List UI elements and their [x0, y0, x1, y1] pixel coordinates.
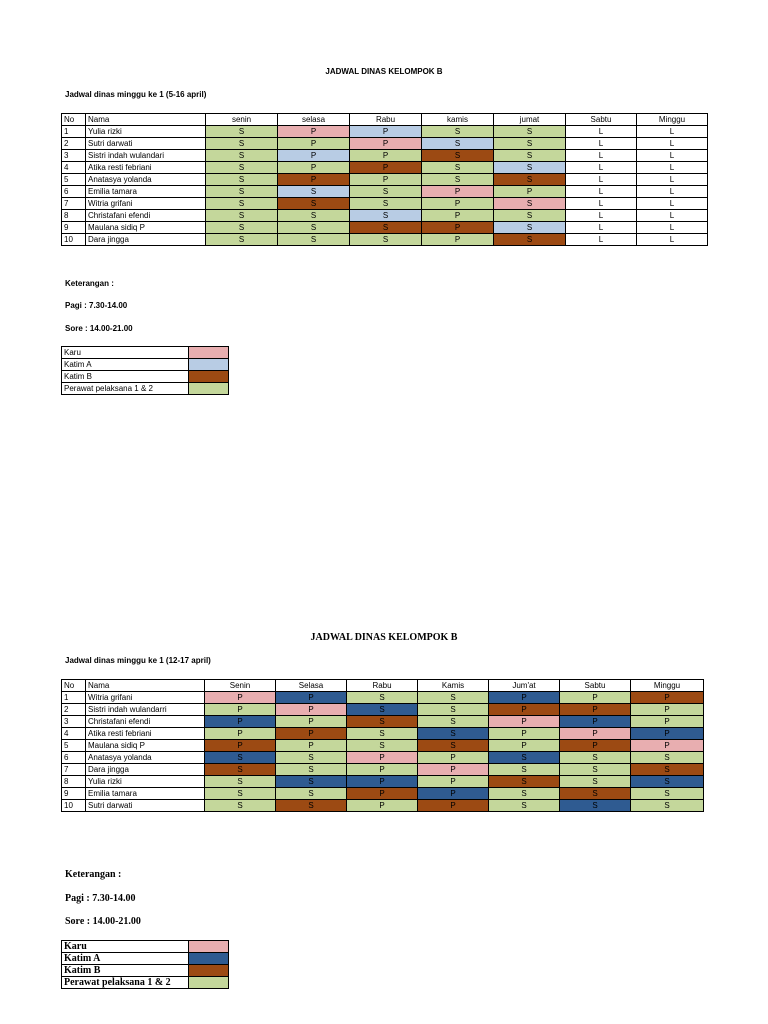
column-header: Kamis: [418, 680, 489, 692]
header-row: [62, 680, 704, 692]
legend-swatch: [189, 347, 229, 359]
shift-cell: S: [489, 764, 560, 776]
legend-label: Perawat pelaksana 1 & 2: [62, 977, 189, 989]
row-number: 10: [62, 800, 86, 812]
staff-name: Anatasya yolanda: [86, 174, 206, 186]
legend-swatch: [189, 977, 229, 989]
schedule-1-keterangan: Keterangan :: [65, 279, 114, 288]
shift-cell: S: [494, 234, 566, 246]
shift-cell: L: [566, 162, 637, 174]
legend-row: [62, 953, 229, 965]
shift-cell: P: [418, 776, 489, 788]
schedule-1-title: JADWAL DINAS KELOMPOK B: [325, 67, 443, 76]
schedule-2-title: JADWAL DINAS KELOMPOK B: [310, 632, 458, 643]
shift-cell: S: [278, 186, 350, 198]
staff-name: Maulana sidiq P: [86, 222, 206, 234]
shift-cell: S: [347, 716, 418, 728]
staff-name: Dara jingga: [86, 764, 205, 776]
legend-swatch: [189, 941, 229, 953]
legend-row: [62, 359, 229, 371]
row-number: 1: [62, 692, 86, 704]
shift-cell: S: [494, 126, 566, 138]
table-row: [62, 198, 708, 210]
column-header: Jum'at: [489, 680, 560, 692]
shift-cell: S: [206, 174, 278, 186]
staff-name: Witria grifani: [86, 692, 205, 704]
shift-cell: L: [637, 198, 708, 210]
shift-cell: L: [637, 174, 708, 186]
shift-cell: P: [422, 186, 494, 198]
legend-row: [62, 977, 229, 989]
legend-label: Karu: [62, 941, 189, 953]
table-row: [62, 704, 704, 716]
staff-name: Sistri indah wulandari: [86, 150, 206, 162]
shift-cell: P: [347, 776, 418, 788]
row-number: 3: [62, 716, 86, 728]
legend-label: Karu: [62, 347, 189, 359]
shift-cell: S: [206, 222, 278, 234]
shift-cell: S: [489, 776, 560, 788]
schedule-1-table: [61, 113, 708, 246]
shift-cell: P: [560, 728, 631, 740]
shift-cell: P: [422, 210, 494, 222]
shift-cell: S: [205, 752, 276, 764]
shift-cell: S: [422, 150, 494, 162]
legend-label: Katim B: [62, 965, 189, 977]
shift-cell: S: [278, 234, 350, 246]
shift-cell: P: [350, 162, 422, 174]
shift-cell: S: [347, 740, 418, 752]
staff-name: Atika resti febriani: [86, 162, 206, 174]
shift-cell: P: [489, 740, 560, 752]
shift-cell: L: [637, 138, 708, 150]
shift-cell: S: [350, 222, 422, 234]
column-header: Minggu: [631, 680, 704, 692]
table-row: [62, 740, 704, 752]
shift-cell: S: [631, 788, 704, 800]
table-row: [62, 776, 704, 788]
shift-cell: L: [637, 162, 708, 174]
column-header: Minggu: [637, 114, 708, 126]
shift-cell: S: [494, 150, 566, 162]
row-number: 7: [62, 198, 86, 210]
shift-cell: L: [566, 186, 637, 198]
table-row: [62, 764, 704, 776]
legend-label: Katim B: [62, 371, 189, 383]
column-header: jumat: [494, 114, 566, 126]
column-header: No: [62, 114, 86, 126]
schedule-2-pagi: Pagi : 7.30-14.00: [65, 893, 136, 904]
shift-cell: P: [631, 692, 704, 704]
shift-cell: P: [560, 692, 631, 704]
legend-swatch: [189, 953, 229, 965]
schedule-1-pagi: Pagi : 7.30-14.00: [65, 301, 128, 310]
shift-cell: S: [422, 162, 494, 174]
shift-cell: P: [350, 174, 422, 186]
table-row: [62, 138, 708, 150]
schedule-2-sore: Sore : 14.00-21.00: [65, 916, 141, 927]
shift-cell: S: [489, 788, 560, 800]
row-number: 10: [62, 234, 86, 246]
header-row: [62, 114, 708, 126]
legend-label: Katim A: [62, 953, 189, 965]
shift-cell: P: [278, 150, 350, 162]
shift-cell: P: [278, 138, 350, 150]
shift-cell: S: [631, 752, 704, 764]
legend-swatch: [189, 359, 229, 371]
shift-cell: S: [350, 210, 422, 222]
shift-cell: S: [489, 800, 560, 812]
staff-name: Sutri darwati: [86, 800, 205, 812]
staff-name: Christafani efendi: [86, 210, 206, 222]
shift-cell: S: [205, 764, 276, 776]
shift-cell: P: [278, 126, 350, 138]
row-number: 5: [62, 740, 86, 752]
shift-cell: P: [205, 728, 276, 740]
shift-cell: L: [637, 234, 708, 246]
table-row: [62, 210, 708, 222]
row-number: 5: [62, 174, 86, 186]
staff-name: Witria grifani: [86, 198, 206, 210]
schedule-2-keterangan: Keterangan :: [65, 869, 122, 880]
shift-cell: L: [566, 234, 637, 246]
legend-row: [62, 383, 229, 395]
row-number: 3: [62, 150, 86, 162]
shift-cell: P: [347, 764, 418, 776]
shift-cell: P: [489, 728, 560, 740]
shift-cell: P: [631, 740, 704, 752]
shift-cell: P: [205, 704, 276, 716]
shift-cell: S: [276, 752, 347, 764]
shift-cell: P: [422, 234, 494, 246]
shift-cell: S: [422, 126, 494, 138]
shift-cell: S: [206, 186, 278, 198]
column-header: Nama: [86, 114, 206, 126]
shift-cell: S: [278, 210, 350, 222]
shift-cell: S: [276, 764, 347, 776]
shift-cell: S: [206, 198, 278, 210]
table-row: [62, 150, 708, 162]
shift-cell: P: [494, 186, 566, 198]
row-number: 1: [62, 126, 86, 138]
shift-cell: S: [631, 800, 704, 812]
column-header: Sabtu: [560, 680, 631, 692]
shift-cell: S: [422, 138, 494, 150]
shift-cell: P: [489, 704, 560, 716]
shift-cell: S: [418, 740, 489, 752]
staff-name: Yulia rizki: [86, 126, 206, 138]
staff-name: Emilia tamara: [86, 186, 206, 198]
shift-cell: S: [489, 752, 560, 764]
shift-cell: P: [350, 126, 422, 138]
shift-cell: P: [560, 740, 631, 752]
legend-row: [62, 347, 229, 359]
column-header: No: [62, 680, 86, 692]
staff-name: Dara jingga: [86, 234, 206, 246]
shift-cell: S: [350, 234, 422, 246]
shift-cell: S: [494, 210, 566, 222]
shift-cell: P: [422, 198, 494, 210]
shift-cell: P: [276, 704, 347, 716]
shift-cell: P: [418, 752, 489, 764]
shift-cell: S: [278, 198, 350, 210]
shift-cell: S: [418, 704, 489, 716]
shift-cell: P: [631, 716, 704, 728]
shift-cell: S: [418, 728, 489, 740]
shift-cell: S: [276, 788, 347, 800]
staff-name: Anatasya yolanda: [86, 752, 205, 764]
row-number: 2: [62, 138, 86, 150]
shift-cell: S: [494, 222, 566, 234]
column-header: Nama: [86, 680, 205, 692]
column-header: Rabu: [347, 680, 418, 692]
legend-swatch: [189, 383, 229, 395]
shift-cell: P: [631, 728, 704, 740]
shift-cell: P: [418, 764, 489, 776]
shift-cell: S: [205, 788, 276, 800]
table-row: [62, 728, 704, 740]
row-number: 9: [62, 788, 86, 800]
table-row: [62, 800, 704, 812]
shift-cell: P: [205, 740, 276, 752]
staff-name: Maulana sidiq P: [86, 740, 205, 752]
schedule-2-subtitle: Jadwal dinas minggu ke 1 (12-17 april): [65, 656, 211, 665]
shift-cell: P: [276, 692, 347, 704]
shift-cell: P: [560, 704, 631, 716]
staff-name: Sutri darwati: [86, 138, 206, 150]
table-row: [62, 162, 708, 174]
shift-cell: P: [278, 174, 350, 186]
shift-cell: S: [206, 162, 278, 174]
shift-cell: L: [566, 222, 637, 234]
table-row: [62, 126, 708, 138]
shift-cell: S: [206, 234, 278, 246]
shift-cell: P: [276, 728, 347, 740]
shift-cell: S: [560, 764, 631, 776]
shift-cell: P: [205, 692, 276, 704]
shift-cell: L: [566, 174, 637, 186]
shift-cell: S: [494, 162, 566, 174]
shift-cell: P: [631, 704, 704, 716]
shift-cell: S: [494, 138, 566, 150]
shift-cell: L: [637, 210, 708, 222]
shift-cell: S: [350, 198, 422, 210]
shift-cell: P: [560, 716, 631, 728]
shift-cell: L: [637, 222, 708, 234]
staff-name: Yulia rizki: [86, 776, 205, 788]
shift-cell: P: [418, 800, 489, 812]
shift-cell: S: [560, 800, 631, 812]
row-number: 9: [62, 222, 86, 234]
shift-cell: S: [206, 126, 278, 138]
shift-cell: S: [418, 716, 489, 728]
shift-cell: S: [347, 728, 418, 740]
shift-cell: P: [350, 150, 422, 162]
shift-cell: L: [637, 126, 708, 138]
schedule-1-subtitle: Jadwal dinas minggu ke 1 (5-16 april): [65, 90, 207, 99]
schedule-2-legend: [61, 940, 229, 989]
table-row: [62, 234, 708, 246]
shift-cell: S: [494, 174, 566, 186]
shift-cell: P: [347, 800, 418, 812]
shift-cell: S: [560, 788, 631, 800]
shift-cell: P: [418, 788, 489, 800]
shift-cell: P: [489, 716, 560, 728]
shift-cell: S: [206, 138, 278, 150]
shift-cell: S: [560, 776, 631, 788]
shift-cell: S: [206, 210, 278, 222]
shift-cell: S: [205, 776, 276, 788]
table-row: [62, 752, 704, 764]
row-number: 2: [62, 704, 86, 716]
shift-cell: S: [350, 186, 422, 198]
shift-cell: P: [205, 716, 276, 728]
schedule-2-table: [61, 679, 704, 812]
shift-cell: P: [278, 162, 350, 174]
legend-row: [62, 941, 229, 953]
shift-cell: L: [566, 210, 637, 222]
shift-cell: S: [278, 222, 350, 234]
column-header: senin: [206, 114, 278, 126]
shift-cell: L: [566, 198, 637, 210]
legend-row: [62, 965, 229, 977]
column-header: Selasa: [276, 680, 347, 692]
shift-cell: P: [276, 740, 347, 752]
legend-row: [62, 371, 229, 383]
staff-name: Christafani efendi: [86, 716, 205, 728]
row-number: 6: [62, 186, 86, 198]
row-number: 6: [62, 752, 86, 764]
shift-cell: S: [206, 150, 278, 162]
shift-cell: S: [560, 752, 631, 764]
staff-name: Atika resti febriani: [86, 728, 205, 740]
table-row: [62, 716, 704, 728]
table-row: [62, 788, 704, 800]
shift-cell: P: [276, 716, 347, 728]
legend-swatch: [189, 371, 229, 383]
legend-label: Katim A: [62, 359, 189, 371]
shift-cell: S: [418, 692, 489, 704]
shift-cell: P: [350, 138, 422, 150]
column-header: Rabu: [350, 114, 422, 126]
column-header: Senin: [205, 680, 276, 692]
shift-cell: S: [276, 800, 347, 812]
shift-cell: L: [566, 126, 637, 138]
column-header: kamis: [422, 114, 494, 126]
row-number: 7: [62, 764, 86, 776]
staff-name: Emilia tamara: [86, 788, 205, 800]
shift-cell: S: [422, 174, 494, 186]
shift-cell: S: [631, 764, 704, 776]
shift-cell: P: [489, 692, 560, 704]
column-header: Sabtu: [566, 114, 637, 126]
shift-cell: S: [494, 198, 566, 210]
row-number: 8: [62, 210, 86, 222]
table-row: [62, 174, 708, 186]
schedule-1-legend: [61, 346, 229, 395]
shift-cell: S: [347, 704, 418, 716]
shift-cell: L: [566, 150, 637, 162]
legend-swatch: [189, 965, 229, 977]
column-header: selasa: [278, 114, 350, 126]
legend-label: Perawat pelaksana 1 & 2: [62, 383, 189, 395]
shift-cell: S: [205, 800, 276, 812]
row-number: 8: [62, 776, 86, 788]
shift-cell: S: [347, 692, 418, 704]
shift-cell: L: [637, 186, 708, 198]
shift-cell: S: [631, 776, 704, 788]
table-row: [62, 692, 704, 704]
shift-cell: L: [566, 138, 637, 150]
table-row: [62, 186, 708, 198]
shift-cell: P: [347, 752, 418, 764]
shift-cell: P: [422, 222, 494, 234]
schedule-1-sore: Sore : 14.00-21.00: [65, 324, 133, 333]
staff-name: Sistri indah wulandarri: [86, 704, 205, 716]
row-number: 4: [62, 162, 86, 174]
table-row: [62, 222, 708, 234]
shift-cell: L: [637, 150, 708, 162]
shift-cell: P: [347, 788, 418, 800]
shift-cell: S: [276, 776, 347, 788]
row-number: 4: [62, 728, 86, 740]
